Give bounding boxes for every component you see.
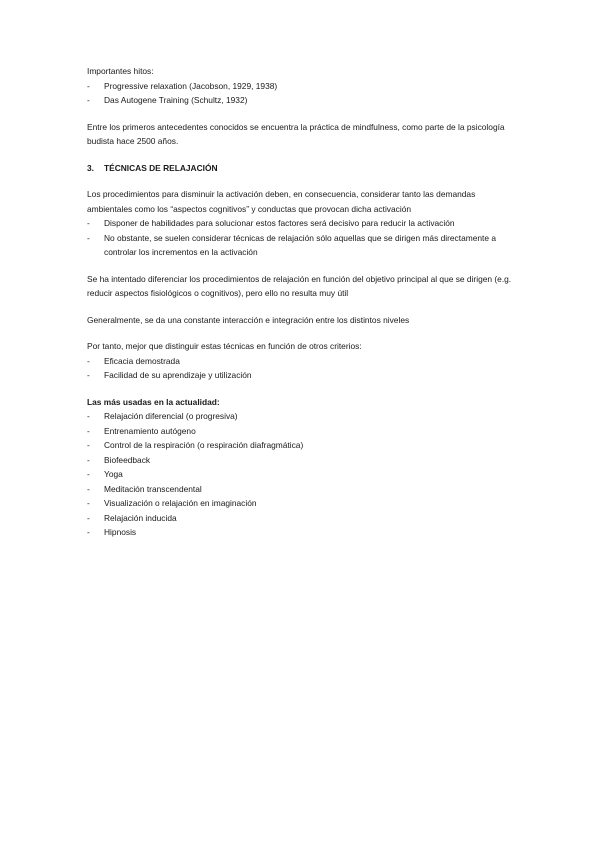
- list-item: - Control de la respiración (o respiración diafragmática): [87, 438, 519, 453]
- document-page: [87, 64, 519, 540]
- bullet-dash: -: [87, 411, 90, 421]
- list-item: - Visualización o relajación en imaginación: [87, 496, 519, 511]
- list-item: - Hipnosis: [87, 525, 519, 540]
- habilidades-list: [87, 216, 519, 260]
- diferenciar-paragraph: Se ha intentado diferenciar los procedimientos de relajación en función del objetivo principal al que se dirigen (e.g. reducir aspectos fisiológicos o cognitivos), pero ello no resulta muy útil: [87, 273, 512, 298]
- interaccion-paragraph: Generalmente, se da una constante interacción e integración entre los distintos niveles: [87, 314, 410, 325]
- bullet-dash: -: [87, 95, 90, 105]
- mindfulness-paragraph: Entre los primeros antecedentes conocidos se encuentra la práctica de mindfulness, como parte de la psicología budista hace 2500 años.: [87, 121, 505, 146]
- list-item: - Facilidad de su aprendizaje y utilización: [87, 368, 519, 383]
- bullet-dash: -: [87, 469, 90, 479]
- list-item: - Relajación diferencial (o progresiva): [87, 409, 519, 424]
- list-item: - Yoga: [87, 467, 519, 482]
- bullet-dash: -: [87, 483, 90, 494]
- hitos-list: [87, 79, 519, 108]
- bullet-dash: -: [87, 512, 90, 523]
- bullet-dash: -: [87, 370, 90, 380]
- list-item: - Meditación transcendental: [87, 482, 519, 497]
- intro-paragraph: Los procedimientos para disminuir la activación deben, en consecuencia, considerar tanto las demandas ambientales como los “aspectos cognitivos” y conductas que provocan dicha activación: [87, 189, 476, 214]
- list-item: - Eficacia demostrada: [87, 354, 519, 369]
- bullet-dash: -: [87, 425, 90, 436]
- section-number: 3.: [87, 162, 94, 173]
- criterios-list: [87, 354, 519, 383]
- list-item: - No obstante, se suelen considerar técnicas de relajación sólo aquellas que se dirigen más directamente a controlar los incrementos en la activación: [87, 232, 496, 257]
- mas-usadas-list: [87, 409, 519, 540]
- hitos-title: Importantes hitos:: [87, 66, 154, 76]
- list-item: - Relajación inducida: [87, 511, 519, 526]
- bullet-dash: -: [87, 498, 90, 508]
- section-heading: [87, 161, 519, 176]
- mas-usadas-title: Las más usadas en la actualidad:: [87, 396, 220, 407]
- bullet-dash: -: [87, 355, 90, 366]
- section-title: TÉCNICAS DE RELAJACIÓN: [104, 162, 218, 173]
- list-item: - Entrenamiento autógeno: [87, 424, 519, 439]
- bullet-dash: -: [87, 218, 90, 228]
- list-item: - Disponer de habilidades para solucionar estos factores será decisivo para reducir la activación: [87, 216, 519, 231]
- criterios-paragraph: Por tanto, mejor que distinguir estas técnicas en función de otros criterios:: [87, 341, 362, 351]
- list-item: - Progressive relaxation (Jacobson, 1929, 1938): [87, 79, 519, 94]
- list-item: - Das Autogene Training (Schultz, 1932): [87, 93, 519, 108]
- bullet-dash: -: [87, 527, 90, 537]
- bullet-dash: -: [87, 80, 90, 91]
- bullet-dash: -: [87, 232, 90, 243]
- bullet-dash: -: [87, 454, 90, 465]
- bullet-dash: -: [87, 440, 90, 450]
- list-item: - Biofeedback: [87, 453, 519, 468]
